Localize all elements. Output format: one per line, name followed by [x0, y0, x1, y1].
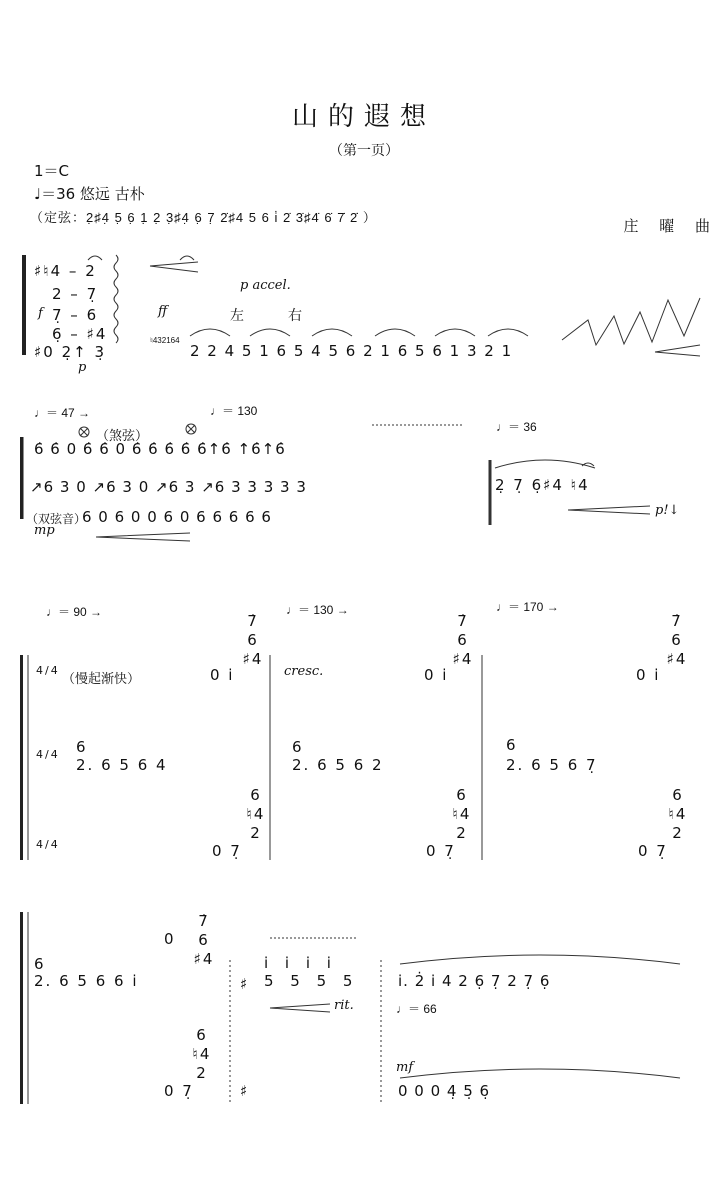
s2-tempo-130: ♩＝ 130: [210, 404, 258, 418]
s3-six-2: 6: [292, 738, 304, 756]
s1-line1: ♯♮4 – 2: [34, 262, 97, 280]
s1-right-hand: 右: [288, 307, 302, 323]
s3-time-sig-2: 4/4: [36, 748, 60, 761]
s4-zero: 0: [164, 930, 176, 948]
s1-left-hand: 左: [230, 307, 244, 323]
tempo-marking: ♩＝36 悠远 古朴: [34, 185, 145, 203]
s3-tempo-170: ♩＝ 170 →: [496, 600, 559, 614]
s1-line5: ♯0 2̣↑ 3̣: [34, 343, 106, 361]
s4-bass-line: 0 0 0 4̣ 5̣ 6̣: [398, 1082, 491, 1100]
s1-dyn-ff: ff: [158, 304, 168, 319]
s2-tempo-36: ♩＝ 36: [496, 420, 537, 434]
s2-sha-xian: （煞弦）: [96, 428, 149, 443]
s1-line4: 6̣ – ♯4: [52, 325, 108, 343]
s4-chord-bot: 6 ♮4 2: [192, 1026, 212, 1082]
s3-chord-top-2: 7̇ 6 ♯4: [452, 612, 474, 668]
s4-run: i. 2̇ i 4 2 6̣ 7̣ 2 7̣ 6̣: [398, 972, 551, 990]
s3-mid-2: 2. 6 5 6 2: [292, 756, 384, 774]
s4-rhythm-top: i i i i: [264, 954, 337, 972]
s4-tempo-66: ♩＝ 66: [396, 1002, 437, 1016]
s1-small-run: ♮432164: [150, 336, 180, 345]
s3-zero-seven-2: 0 7̣: [426, 842, 456, 860]
s2-cadence: 2̣ 7̣ 6̣♯4 ♮4: [495, 476, 590, 494]
key-signature: 1＝C: [34, 162, 70, 180]
s4-mid-line: 2. 6 5 6 6 i: [34, 972, 139, 990]
s1-note-groups: 2 2 4 5 1 6 5 4 5 6 2 1 6 5 6 1 3 2 1: [190, 342, 513, 360]
s3-tempo-90: ♩＝ 90 →: [46, 605, 103, 619]
s3-tempo-130: ♩＝ 130 →: [286, 603, 349, 617]
s1-dyn-p: p: [78, 360, 87, 375]
s4-sharp: ♯: [240, 975, 250, 993]
s2-mid-line: ↗6 3 0 ↗6 3 0 ↗6 3 ↗6 3 3 3 3 3: [30, 478, 307, 496]
page-title: 山的遐想: [291, 102, 436, 132]
s4-rit: rit.: [334, 998, 354, 1013]
s4-zero-seven: 0 7̣: [164, 1082, 194, 1100]
s3-mid-1: 2. 6 5 6 4: [76, 756, 168, 774]
s3-six-3: 6: [506, 736, 518, 754]
s4-sharp-2: ♯: [240, 1082, 250, 1100]
s3-time-sig-1: 4/4: [36, 664, 60, 677]
s3-zero-one-1: 0 i: [210, 666, 235, 684]
s3-six-1: 6: [76, 738, 88, 756]
s3-chord-top-1: 7̇ 6 ♯4: [242, 612, 264, 668]
s2-tempo-47: ♩＝ 47 →: [34, 406, 91, 420]
string-tuning: （定弦：2̣♯4̣ 5̣ 6̣ 1̣ 2̣ 3̣♯4̣ 6̣ 7̣ 2̇♯4 5 6 i̇ 2̇ 3̇♯4̇ 6̇ 7̇ 2̇̇ ）: [30, 210, 377, 225]
s1-line3: 7̣ – 6: [52, 306, 99, 324]
composer-credit: 庄 曜 曲: [623, 217, 718, 235]
s3-chord-bot-2: 6 ♮4 2: [452, 786, 472, 842]
s3-slow-to-fast: （慢起渐快）: [62, 671, 141, 686]
s2-dyn-mp: mp: [34, 523, 55, 538]
s2-dyn-p-end: p!↓: [655, 503, 680, 518]
s4-dyn-mf: mf: [396, 1060, 414, 1075]
s4-chord-top: 7̇ 6 ♯4: [193, 912, 215, 968]
s2-double-string-label: （双弦音）: [26, 512, 87, 526]
s4-rhythm-bottom: 5 5 5 5: [264, 972, 359, 990]
s3-chord-bot-3: 6 ♮4 2: [668, 786, 688, 842]
s3-zero-one-2: 0 i: [424, 666, 449, 684]
s3-cresc: cresc.: [284, 664, 324, 679]
s1-accel: p accel.: [240, 278, 291, 293]
s1-dyn-f: f: [38, 306, 43, 321]
s1-line2: 2 – 7̣: [52, 285, 99, 303]
s3-time-sig-3: 4/4: [36, 838, 60, 851]
page-subtitle: （第一页）: [329, 143, 399, 159]
s2-top-line: 6̇ 6̇ 0 6̇ 6̇ 0 6̇ 6̇ 6̇ 6̇ 6̇↑6̇ ↑6̇↑6̇: [34, 440, 286, 458]
s3-zero-seven-1: 0 7̣: [212, 842, 242, 860]
s3-mid-3: 2. 6 5 6 7̣: [506, 756, 598, 774]
s2-bottom-line: 6 0 6 0 0 6 0 6 6 6 6 6: [82, 508, 272, 526]
s3-chord-top-3: 7̇ 6 ♯4: [666, 612, 688, 668]
s4-six: 6: [34, 955, 46, 973]
s3-zero-seven-3: 0 7̣: [638, 842, 668, 860]
s3-chord-bot-1: 6 ♮4 2: [246, 786, 266, 842]
s3-zero-one-3: 0 i: [636, 666, 661, 684]
